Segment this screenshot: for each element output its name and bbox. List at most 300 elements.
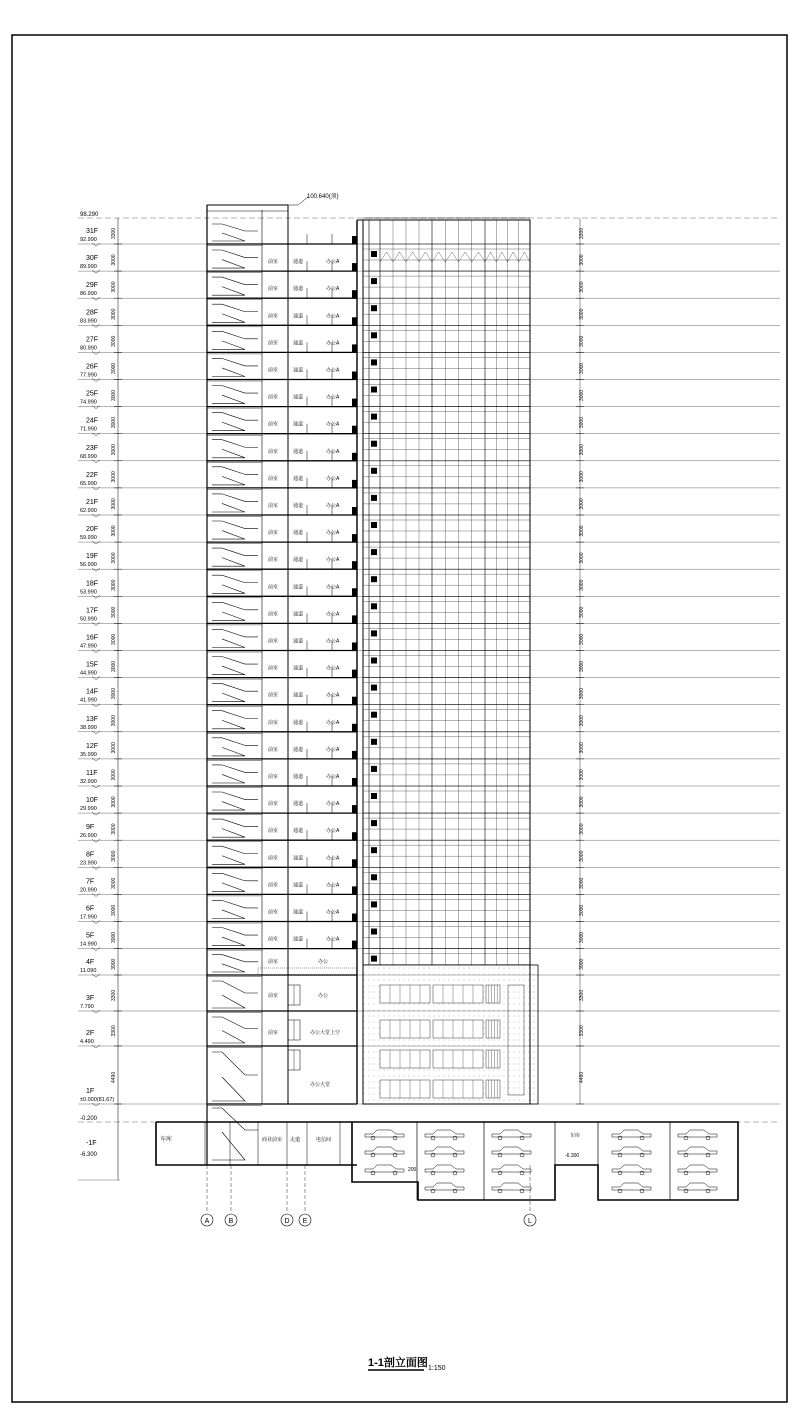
basement-room-commercial: 商业前室 [262, 1137, 283, 1143]
floor-name: 7F [86, 878, 95, 886]
basement-outline-left [156, 1122, 357, 1165]
facade-window-mark [371, 549, 377, 555]
crown-pattern [445, 252, 458, 262]
beam-section [352, 941, 357, 949]
car-body [492, 1165, 531, 1172]
room-label-r3: 办公A [326, 475, 340, 482]
room-label-r1: 前室 [268, 394, 279, 401]
axis-label: D [284, 1218, 290, 1225]
right-floor-height: 3300 [579, 227, 585, 239]
room-label-r2: 通道 [293, 313, 304, 320]
floor-name: 20F [86, 526, 99, 534]
parked-car [612, 1130, 651, 1140]
parked-car [678, 1147, 717, 1157]
car-wheel [453, 1136, 457, 1140]
room-label-r1: 前室 [268, 313, 279, 320]
floor-name: 15F [86, 661, 99, 669]
facade-window-mark [371, 603, 377, 609]
right-floor-height: 3000 [579, 525, 585, 537]
floor-elevation: 47.990 [80, 643, 97, 650]
level-marker [92, 812, 100, 815]
car-body [612, 1183, 651, 1190]
facade-window-mark [371, 820, 377, 826]
beam-section [352, 615, 357, 623]
parked-car [612, 1165, 651, 1175]
floor-name: 26F [86, 363, 99, 371]
room-label-r2: 通道 [293, 367, 304, 374]
room-label-r2: 通道 [293, 882, 304, 889]
floor-level-labels [80, 218, 122, 1180]
car-body [678, 1147, 717, 1154]
beam-section [352, 670, 357, 678]
room-label-r1: 前室 [268, 611, 279, 618]
floor-elevation: 29.990 [80, 806, 97, 813]
stair-flight [212, 955, 258, 972]
facade-window-mark [371, 251, 377, 257]
podium-window [433, 1050, 483, 1068]
room-label-r1: 前室 [268, 286, 279, 293]
room-label-r3: 办公A [326, 801, 340, 808]
floor-elevation: 7.790 [80, 1004, 94, 1010]
crown-pattern [496, 252, 507, 262]
car-wheel [498, 1171, 502, 1175]
basement-outline-right [156, 1122, 738, 1200]
stair-flight [212, 981, 258, 1008]
stair-flight [212, 792, 258, 810]
floor-elevation: 4.490 [80, 1039, 94, 1045]
right-floor-height: 3000 [579, 715, 585, 727]
car-wheel [684, 1136, 688, 1140]
car-body [425, 1147, 464, 1154]
room-label-r3: 办公A [326, 367, 340, 374]
car-wheel [520, 1136, 524, 1140]
right-floor-height: 3300 [579, 989, 585, 1001]
floor-name: 9F [86, 824, 95, 832]
room-label-r1: 前室 [268, 475, 279, 482]
room-label-r3: 办公A [326, 530, 340, 537]
car-body [365, 1130, 404, 1137]
car-wheel [393, 1136, 397, 1140]
basement-section [78, 1108, 738, 1200]
beam-section [352, 859, 357, 867]
room-label-r2: 通道 [293, 855, 304, 862]
room-label-r3: 办公A [326, 421, 340, 428]
level-marker [92, 297, 100, 300]
car-wheel [684, 1153, 688, 1157]
right-floor-height: 3000 [579, 606, 585, 618]
floor-elevation: 11.090 [80, 968, 97, 974]
floor-name: 29F [86, 282, 99, 290]
room-label-r1: 前室 [268, 828, 279, 835]
floor-name: 28F [86, 309, 99, 317]
room-label-r3: 办公A [326, 503, 340, 509]
car-body [425, 1130, 464, 1137]
room-label-r2: 通道 [293, 557, 304, 564]
room-label-r3: 办公A [326, 259, 340, 266]
floor-name: 12F [86, 742, 99, 750]
podium-room-b: 办公大堂上空 [310, 1030, 341, 1036]
car-wheel [520, 1171, 524, 1175]
floor-name: 10F [86, 797, 99, 805]
floor-elevation: ±0.000(81.67) [80, 1097, 115, 1103]
facade-window-mark [371, 630, 377, 636]
floor-height-dim: 3000 [111, 417, 117, 429]
floor-elevation: 74.990 [80, 399, 97, 406]
beam-section [352, 290, 357, 298]
stair-flight [212, 738, 258, 756]
parked-car [492, 1147, 531, 1157]
floor-elevation: 68.990 [80, 453, 97, 460]
level-minus-0200: -0.200 [80, 1116, 98, 1122]
floor-name: 24F [86, 417, 99, 425]
podium-room-b: 办公 [318, 959, 329, 965]
floor-height-dim: 3000 [111, 471, 117, 483]
level-marker [92, 677, 100, 680]
beam-section [352, 697, 357, 705]
facade-window-mark [371, 576, 377, 582]
beam-section [352, 453, 357, 461]
floor-elevation: 65.990 [80, 480, 97, 487]
room-label-r3: 办公A [326, 882, 340, 889]
room-label-r1: 前室 [268, 340, 279, 347]
floor-name: 3F [86, 995, 95, 1002]
level-marker [92, 1010, 100, 1013]
podium-window [433, 1080, 483, 1098]
room-label-r2: 通道 [293, 692, 304, 699]
level-marker [92, 568, 100, 571]
podium-window [433, 1020, 483, 1038]
floor-height-dim: 3000 [111, 688, 117, 700]
room-label-r2: 通道 [293, 503, 304, 509]
car-wheel [371, 1171, 375, 1175]
drawing-frame [12, 35, 787, 1402]
room-label-r1: 前室 [268, 746, 279, 753]
floor-name: 11F [86, 770, 98, 777]
parked-car [365, 1130, 404, 1140]
car-wheel [520, 1189, 524, 1193]
floor-elevation: 26.990 [80, 833, 97, 840]
facade-window-mark [371, 522, 377, 528]
floor-height-dim: 3000 [111, 877, 117, 889]
level-marker [92, 406, 100, 409]
floor-height-dim: 3000 [111, 660, 117, 673]
facade-window-mark [371, 956, 377, 962]
parapet-leader [288, 197, 308, 205]
beam-section [352, 561, 357, 569]
floor-name: 4F [86, 959, 95, 966]
level-marker [92, 1103, 100, 1106]
parked-car [678, 1130, 717, 1140]
floor-height-dim: 3000 [111, 742, 117, 754]
room-label-r1: 前室 [268, 882, 279, 889]
parked-car [425, 1130, 464, 1140]
parked-car [425, 1165, 464, 1175]
room-label-r1: 前室 [268, 855, 279, 862]
podium-window [486, 1080, 500, 1098]
stair-flight [212, 1052, 258, 1101]
podium-window [380, 1020, 430, 1038]
right-floor-height: 3000 [579, 796, 585, 808]
facade-window-mark [371, 739, 377, 745]
parked-car [678, 1183, 717, 1193]
room-label-r3: 办公A [326, 719, 340, 726]
room-label-r2: 通道 [293, 665, 304, 672]
stair-flight [212, 304, 258, 322]
stair-flight [212, 711, 258, 729]
level-marker [92, 595, 100, 598]
right-dimension-chain [576, 218, 585, 1104]
podium-room-a: 前室 [268, 1030, 279, 1036]
right-floor-height: 3000 [579, 850, 585, 862]
facade-window-mark [371, 278, 377, 284]
stair-flight [212, 928, 258, 946]
crown-pattern [519, 252, 530, 262]
floor-height-dim: 3300 [111, 227, 117, 239]
floor-name: 25F [86, 390, 99, 398]
right-floor-height: 3000 [579, 877, 585, 889]
facade-window-mark [371, 359, 377, 365]
floor-name: 23F [86, 444, 99, 452]
level-marker [92, 839, 100, 842]
stair-flight [212, 358, 258, 376]
right-floor-height: 4490 [579, 1071, 585, 1083]
parked-car [612, 1147, 651, 1157]
axis-label: L [528, 1218, 532, 1225]
car-body [425, 1183, 464, 1190]
room-label-r2: 通道 [293, 394, 304, 401]
room-label-r2: 通道 [293, 530, 304, 537]
room-label-r2: 通道 [293, 286, 304, 293]
right-floor-height: 3000 [579, 823, 585, 835]
level-marker [92, 433, 100, 436]
podium-room-a: 前室 [268, 959, 279, 965]
level-marker [92, 948, 100, 951]
level-marker [92, 622, 100, 625]
car-wheel [618, 1189, 622, 1193]
stair-flight [212, 602, 258, 620]
podium-window [380, 1050, 430, 1068]
facade-window-mark [371, 874, 377, 880]
floor-name: 14F [86, 688, 99, 696]
floor-name: 16F [86, 634, 99, 642]
right-floor-height: 3000 [579, 362, 585, 374]
drawing-scale: 1:150 [428, 1365, 446, 1372]
car-wheel [706, 1171, 710, 1175]
car-body [492, 1147, 531, 1154]
level-marker [92, 758, 100, 761]
parapet-level: 100.640(顶) [307, 194, 339, 200]
room-label-r1: 前室 [268, 448, 279, 455]
facade-window-mark [371, 685, 377, 691]
floor-name: 27F [86, 336, 99, 344]
room-label-r1: 前室 [268, 719, 279, 726]
parked-car [365, 1165, 404, 1175]
level-marker [92, 1045, 100, 1048]
beam-section [352, 534, 357, 542]
stair-flight [212, 765, 258, 783]
car-body [612, 1130, 651, 1137]
level-marker [92, 514, 100, 517]
floor-height-dim: 3300 [111, 989, 117, 1001]
stair-flight [212, 521, 258, 539]
room-label-r2: 通道 [293, 475, 304, 482]
car-wheel [706, 1189, 710, 1193]
room-label-r2: 通道 [293, 746, 304, 753]
floor-elevation: 86.990 [80, 291, 97, 298]
car-wheel [431, 1189, 435, 1193]
right-floor-height: 3000 [579, 498, 585, 510]
floor-name: 2F [86, 1030, 95, 1037]
stair-flight [212, 467, 258, 485]
beam-section [352, 886, 357, 894]
floor-elevation: 59.990 [80, 535, 97, 542]
parked-car [365, 1147, 404, 1157]
right-garage-level: -6.300 [565, 1153, 580, 1159]
level-marker [92, 921, 100, 924]
room-label-r1: 前室 [268, 503, 279, 509]
floor-height-dim: 3000 [111, 715, 117, 727]
right-floor-height: 3000 [579, 335, 585, 347]
parked-car [425, 1183, 464, 1193]
floor-height-dim: 3000 [111, 579, 117, 591]
car-wheel [453, 1171, 457, 1175]
facade-window-mark [371, 712, 377, 718]
floor-name: 30F [86, 255, 99, 263]
level-marker [92, 974, 100, 977]
stair-flight [212, 819, 258, 837]
floor-height-dim: 3000 [111, 335, 117, 347]
car-wheel [453, 1153, 457, 1157]
right-floor-height: 3000 [579, 904, 585, 916]
stair-flight [212, 846, 258, 864]
floor-height-dim: 3000 [111, 444, 117, 456]
floor-height-dim: 3000 [111, 552, 117, 564]
crown-pattern [393, 252, 406, 262]
level-marker [92, 541, 100, 544]
car-wheel [498, 1153, 502, 1157]
right-floor-height: 3000 [579, 417, 585, 429]
podium-room-b: 办公大堂 [310, 1082, 331, 1088]
facade-window-mark [371, 793, 377, 799]
garage-label: 车库 [160, 1137, 173, 1143]
room-label-r1: 前室 [268, 421, 279, 428]
car-body [425, 1165, 464, 1172]
stair-flight [212, 413, 258, 431]
podium-window [380, 985, 430, 1003]
facade-window-mark [371, 387, 377, 393]
right-floor-height: 3000 [579, 931, 585, 944]
car-wheel [618, 1136, 622, 1140]
stair-flight [212, 629, 258, 647]
right-floor-height: 3900 [579, 958, 585, 970]
stair-flight [212, 900, 258, 918]
floor-height-dim: 3000 [111, 254, 117, 266]
room-label-r2: 通道 [293, 638, 304, 645]
floor-elevation: 44.990 [80, 670, 97, 677]
facade-window-mark [371, 658, 377, 664]
room-label-r2: 通道 [293, 421, 304, 428]
right-floor-height: 3300 [579, 1025, 585, 1037]
facade-window-mark [371, 414, 377, 420]
floor-height-dim: 3900 [111, 958, 117, 970]
floor-height-dim: 3000 [111, 389, 117, 402]
podium-side-window [508, 985, 524, 1095]
floor-elevation: 56.990 [80, 562, 97, 569]
stair-flight [212, 386, 258, 404]
podium-room-a: 前室 [268, 993, 279, 999]
top-level: 98.290 [80, 212, 99, 218]
car-body [678, 1183, 717, 1190]
room-label-r3: 办公A [326, 665, 340, 672]
floor-elevation: 71.990 [80, 426, 97, 433]
facade-window-mark [371, 847, 377, 853]
car-body [365, 1147, 404, 1154]
right-floor-height: 3000 [579, 579, 585, 591]
beam-section [352, 507, 357, 515]
facade-window-mark [371, 766, 377, 772]
right-floor-height: 3000 [579, 444, 585, 456]
car-wheel [618, 1171, 622, 1175]
room-label-r3: 办公A [326, 638, 340, 645]
right-floor-height: 3000 [579, 552, 585, 564]
stair-flight [212, 250, 258, 268]
crown-pattern [459, 252, 472, 262]
crown-pattern [485, 252, 496, 262]
floor-elevation: 89.990 [80, 264, 97, 271]
car-body [612, 1165, 651, 1172]
right-floor-height: 3000 [579, 471, 585, 483]
room-label-r1: 前室 [268, 774, 279, 780]
level-marker [92, 487, 100, 490]
beam-section [352, 480, 357, 488]
beam-section [352, 399, 357, 407]
floor-height-dim: 4490 [111, 1071, 117, 1083]
car-wheel [393, 1171, 397, 1175]
floor-height-dim: 3000 [111, 850, 117, 862]
room-label-r3: 办公A [326, 936, 340, 943]
podium-room-b: 办公 [318, 993, 329, 999]
room-label-r2: 通道 [293, 719, 304, 726]
car-wheel [371, 1153, 375, 1157]
room-label-r2: 通道 [293, 611, 304, 618]
right-floor-height: 3000 [579, 389, 585, 402]
floor-height-dim: 3000 [111, 904, 117, 916]
axis-label: A [204, 1218, 210, 1225]
floor-height-dim: 3000 [111, 769, 117, 781]
floor-elevation: 17.990 [80, 914, 97, 921]
floor-name: 5F [86, 932, 95, 940]
parked-car [612, 1183, 651, 1193]
right-floor-height: 3000 [579, 769, 585, 781]
room-label-r2: 通道 [293, 259, 304, 266]
floor-name: 13F [86, 715, 99, 723]
car-wheel [640, 1189, 644, 1193]
car-wheel [520, 1153, 524, 1157]
floor-height-dim: 3000 [111, 931, 117, 944]
floor-height-dim: 3000 [111, 606, 117, 618]
facade-window-mark [371, 901, 377, 907]
car-wheel [498, 1136, 502, 1140]
room-label-r2: 通道 [293, 448, 304, 455]
room-label-r2: 通道 [293, 828, 304, 835]
room-label-r2: 通道 [293, 801, 304, 808]
basement-room-telecom: 电信间 [316, 1137, 332, 1143]
room-label-r3: 办公A [326, 855, 340, 862]
room-label-r3: 办公A [326, 557, 340, 564]
beam-section [352, 778, 357, 786]
podium-window [486, 1050, 500, 1068]
stair-flight [212, 657, 258, 675]
